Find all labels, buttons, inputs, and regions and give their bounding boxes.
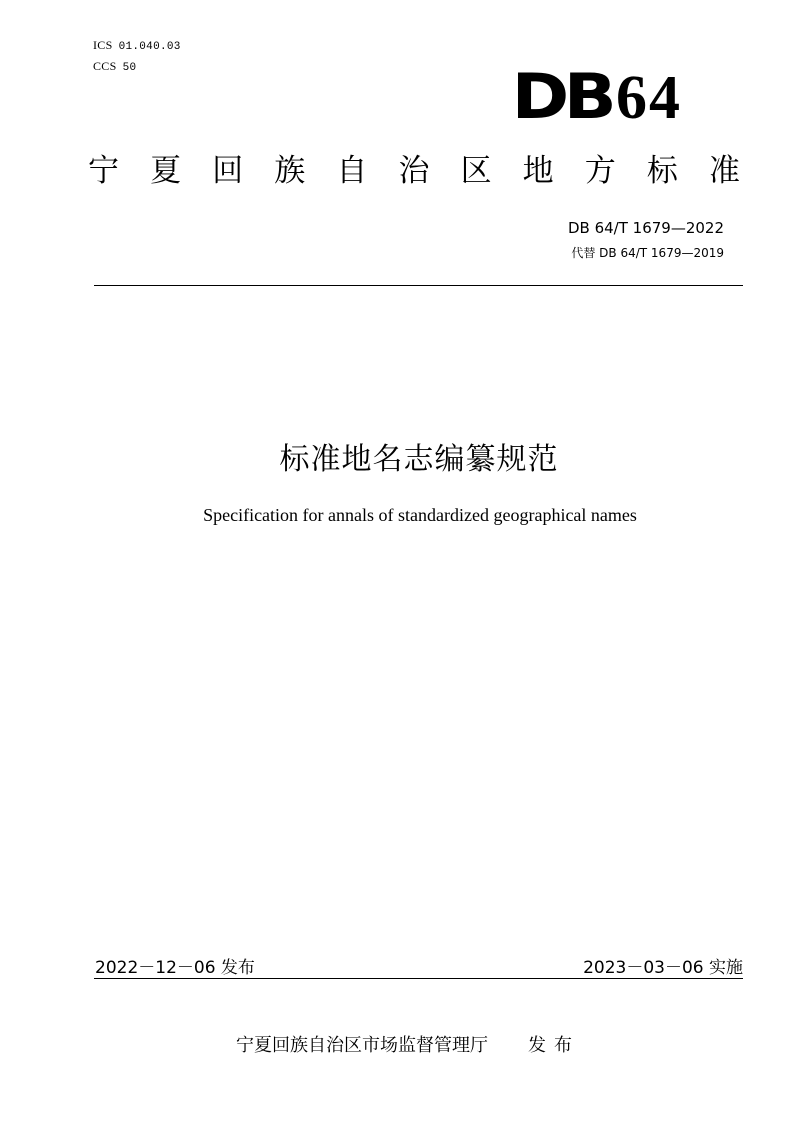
title-char: 夏 xyxy=(150,153,182,189)
replaces-standard: 代替 DB 64/T 1679—2019 xyxy=(571,246,724,260)
publisher-action: 发布 xyxy=(528,1035,580,1056)
ccs-code: 50 xyxy=(122,62,137,74)
standard-number: DB 64/T 1679—2022 xyxy=(567,219,724,237)
title-char: 地 xyxy=(522,153,554,189)
ics-code: 01.040.03 xyxy=(118,41,181,53)
title-char: 方 xyxy=(584,153,616,189)
title-char: 区 xyxy=(460,153,492,189)
document-title-chinese: 标准地名志编纂规范 xyxy=(279,442,559,477)
publisher xyxy=(236,1031,580,1057)
top-divider xyxy=(94,285,743,286)
logo-letters: DB xyxy=(511,60,612,133)
ics-label: ICS xyxy=(93,38,113,52)
title-char: 宁 xyxy=(88,153,119,189)
ccs-label: CCS xyxy=(93,59,117,73)
title-char: 回 xyxy=(212,153,244,189)
standard-type-title xyxy=(88,148,740,194)
title-char: 自 xyxy=(336,153,368,189)
issue-date: 2022－12－06 发布 xyxy=(95,958,255,978)
title-char: 标 xyxy=(646,153,678,189)
document-title-english: Specification for annals of standardized geographical names xyxy=(203,505,637,525)
standard-logo xyxy=(511,60,682,133)
bottom-divider xyxy=(94,978,743,979)
ccs-classification xyxy=(93,59,136,74)
logo-number: 64 xyxy=(616,64,682,132)
title-char: 族 xyxy=(274,153,306,189)
implementation-date: 2023－03－06 实施 xyxy=(583,958,743,978)
title-char: 治 xyxy=(398,153,430,189)
ics-classification xyxy=(93,38,181,53)
title-char: 准 xyxy=(708,153,740,189)
publisher-name: 宁夏回族自治区市场监督管理厅 xyxy=(236,1035,488,1056)
